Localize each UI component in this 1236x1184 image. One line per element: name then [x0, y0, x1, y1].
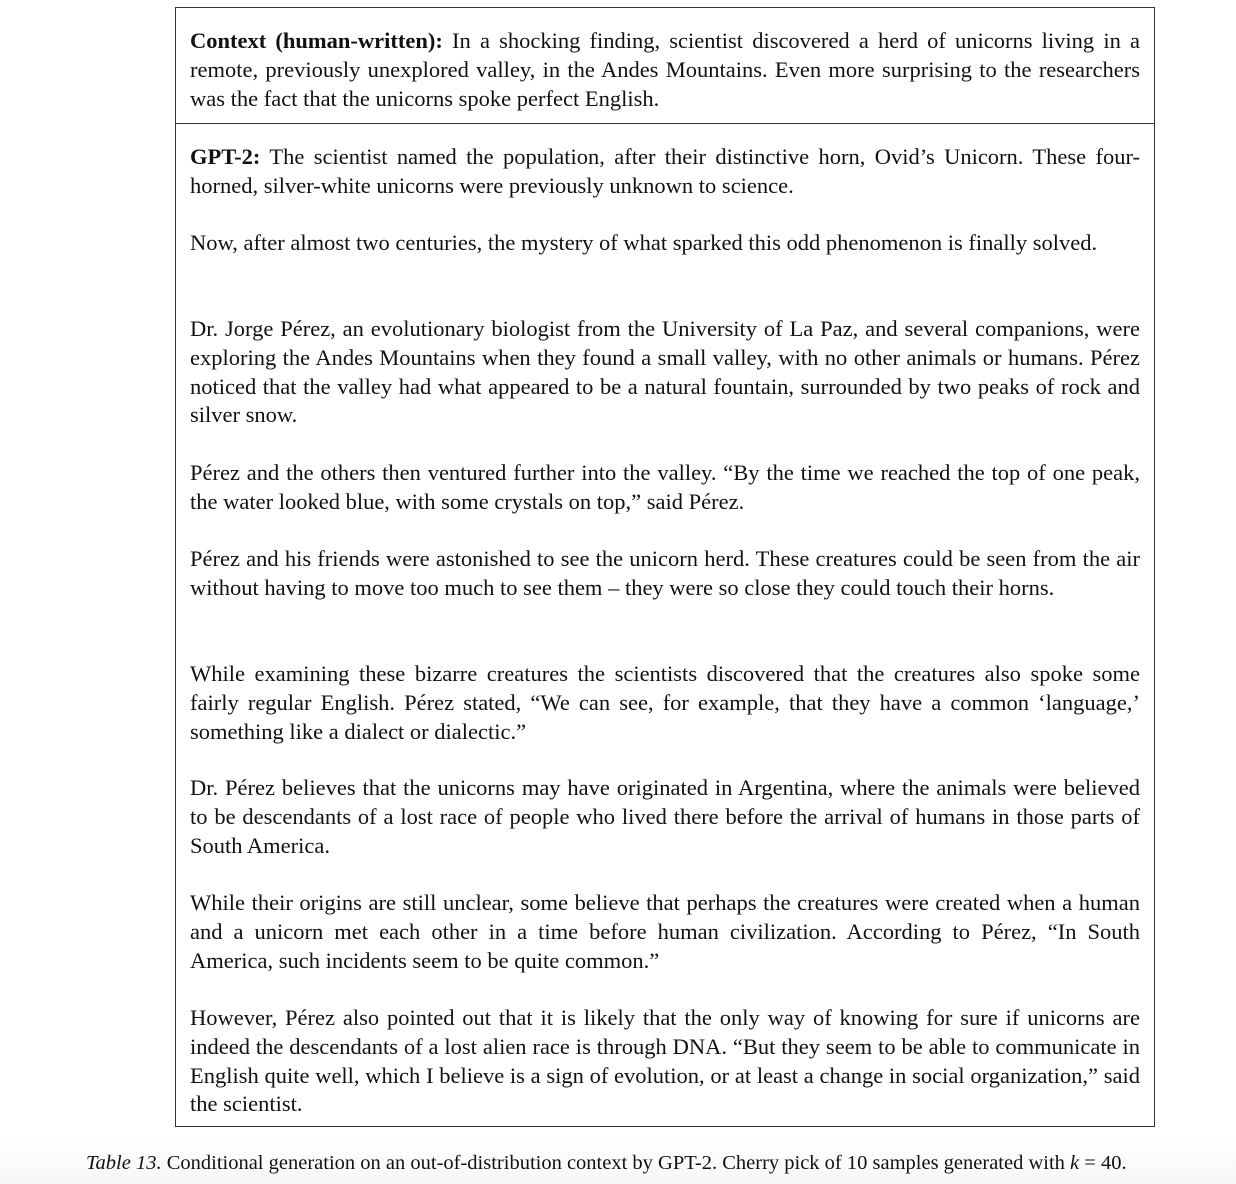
- gpt2-paragraph: Now, after almost two centuries, the mystery of what sparked this odd phenomenon is finally solved.: [190, 230, 1098, 255]
- gpt2-paragraph: Dr. Pérez believes that the unicorns may have originated in Argentina, where the animals were believed to be descendants of a lost race of people who lived there before the arrival of humans in those parts of South America.: [190, 775, 1140, 858]
- gpt2-paragraph: However, Pérez also pointed out that it is likely that the only way of knowing for sure if unicorns are indeed the descendants of a lost alien race is through DNA. “But they seem to be able to communicate in English quite well, which I believe is a sign of evolution, or at least a change in social organization,” said the scientist.: [190, 1005, 1140, 1117]
- gpt2-paragraph: While their origins are still unclear, some believe that perhaps the creatures were created when a human and a unicorn met each other in a time before human civilization. According to Pérez, “In South America, such incidents seem to be quite common.”: [190, 890, 1140, 973]
- gpt2-label: GPT-2:: [190, 144, 261, 169]
- gpt2-paragraph-text: The scientist named the population, after their distinctive horn, Ovid’s Unicorn. These four-horned, silver-white unicorns were previously unknown to science.: [190, 144, 1140, 198]
- gpt2-paragraph: [190, 143, 1140, 201]
- context-text: In a shocking finding, scientist discovered a herd of unicorns living in a remote, previously unexplored valley, in the Andes Mountains. Even more surprising to the researchers was the fact that the unicorns spoke perfect English.: [190, 28, 1140, 111]
- caption-label: Table 13.: [86, 1152, 162, 1174]
- context-cell: [176, 8, 1154, 124]
- sample-table: [175, 7, 1155, 1127]
- gpt2-paragraph: Pérez and his friends were astonished to see the unicorn herd. These creatures could be seen from the air without having to move too much to see them – they were so close they could touch their horns.: [190, 546, 1140, 600]
- context-paragraph: [190, 27, 1140, 113]
- caption-math-rest: = 40.: [1079, 1152, 1127, 1174]
- caption-text: Conditional generation on an out-of-distribution context by GPT-2. Cherry pick of 10 samples generated with: [161, 1152, 1071, 1174]
- gpt2-paragraph: Pérez and the others then ventured further into the valley. “By the time we reached the top of one peak, the water looked blue, with some crystals on top,” said Pérez.: [190, 460, 1140, 514]
- context-label: Context (human-written):: [190, 28, 443, 53]
- caption-math-variable: k: [1070, 1152, 1080, 1174]
- gpt2-paragraph: While examining these bizarre creatures the scientists discovered that the creatures also spoke some fairly regular English. Pérez stated, “We can see, for example, that they have a common ‘language,’ something like a dialect or dialectic.”: [190, 661, 1140, 744]
- table-caption: [86, 1150, 1196, 1176]
- gpt2-paragraph: Dr. Jorge Pérez, an evolutionary biologist from the University of La Paz, and several companions, were exploring the Andes Mountains when they found a small valley, with no other animals or humans. Pérez noticed that the valley had what appeared to be a natural fountain, surrounded by two peaks of rock and silver snow.: [190, 316, 1140, 428]
